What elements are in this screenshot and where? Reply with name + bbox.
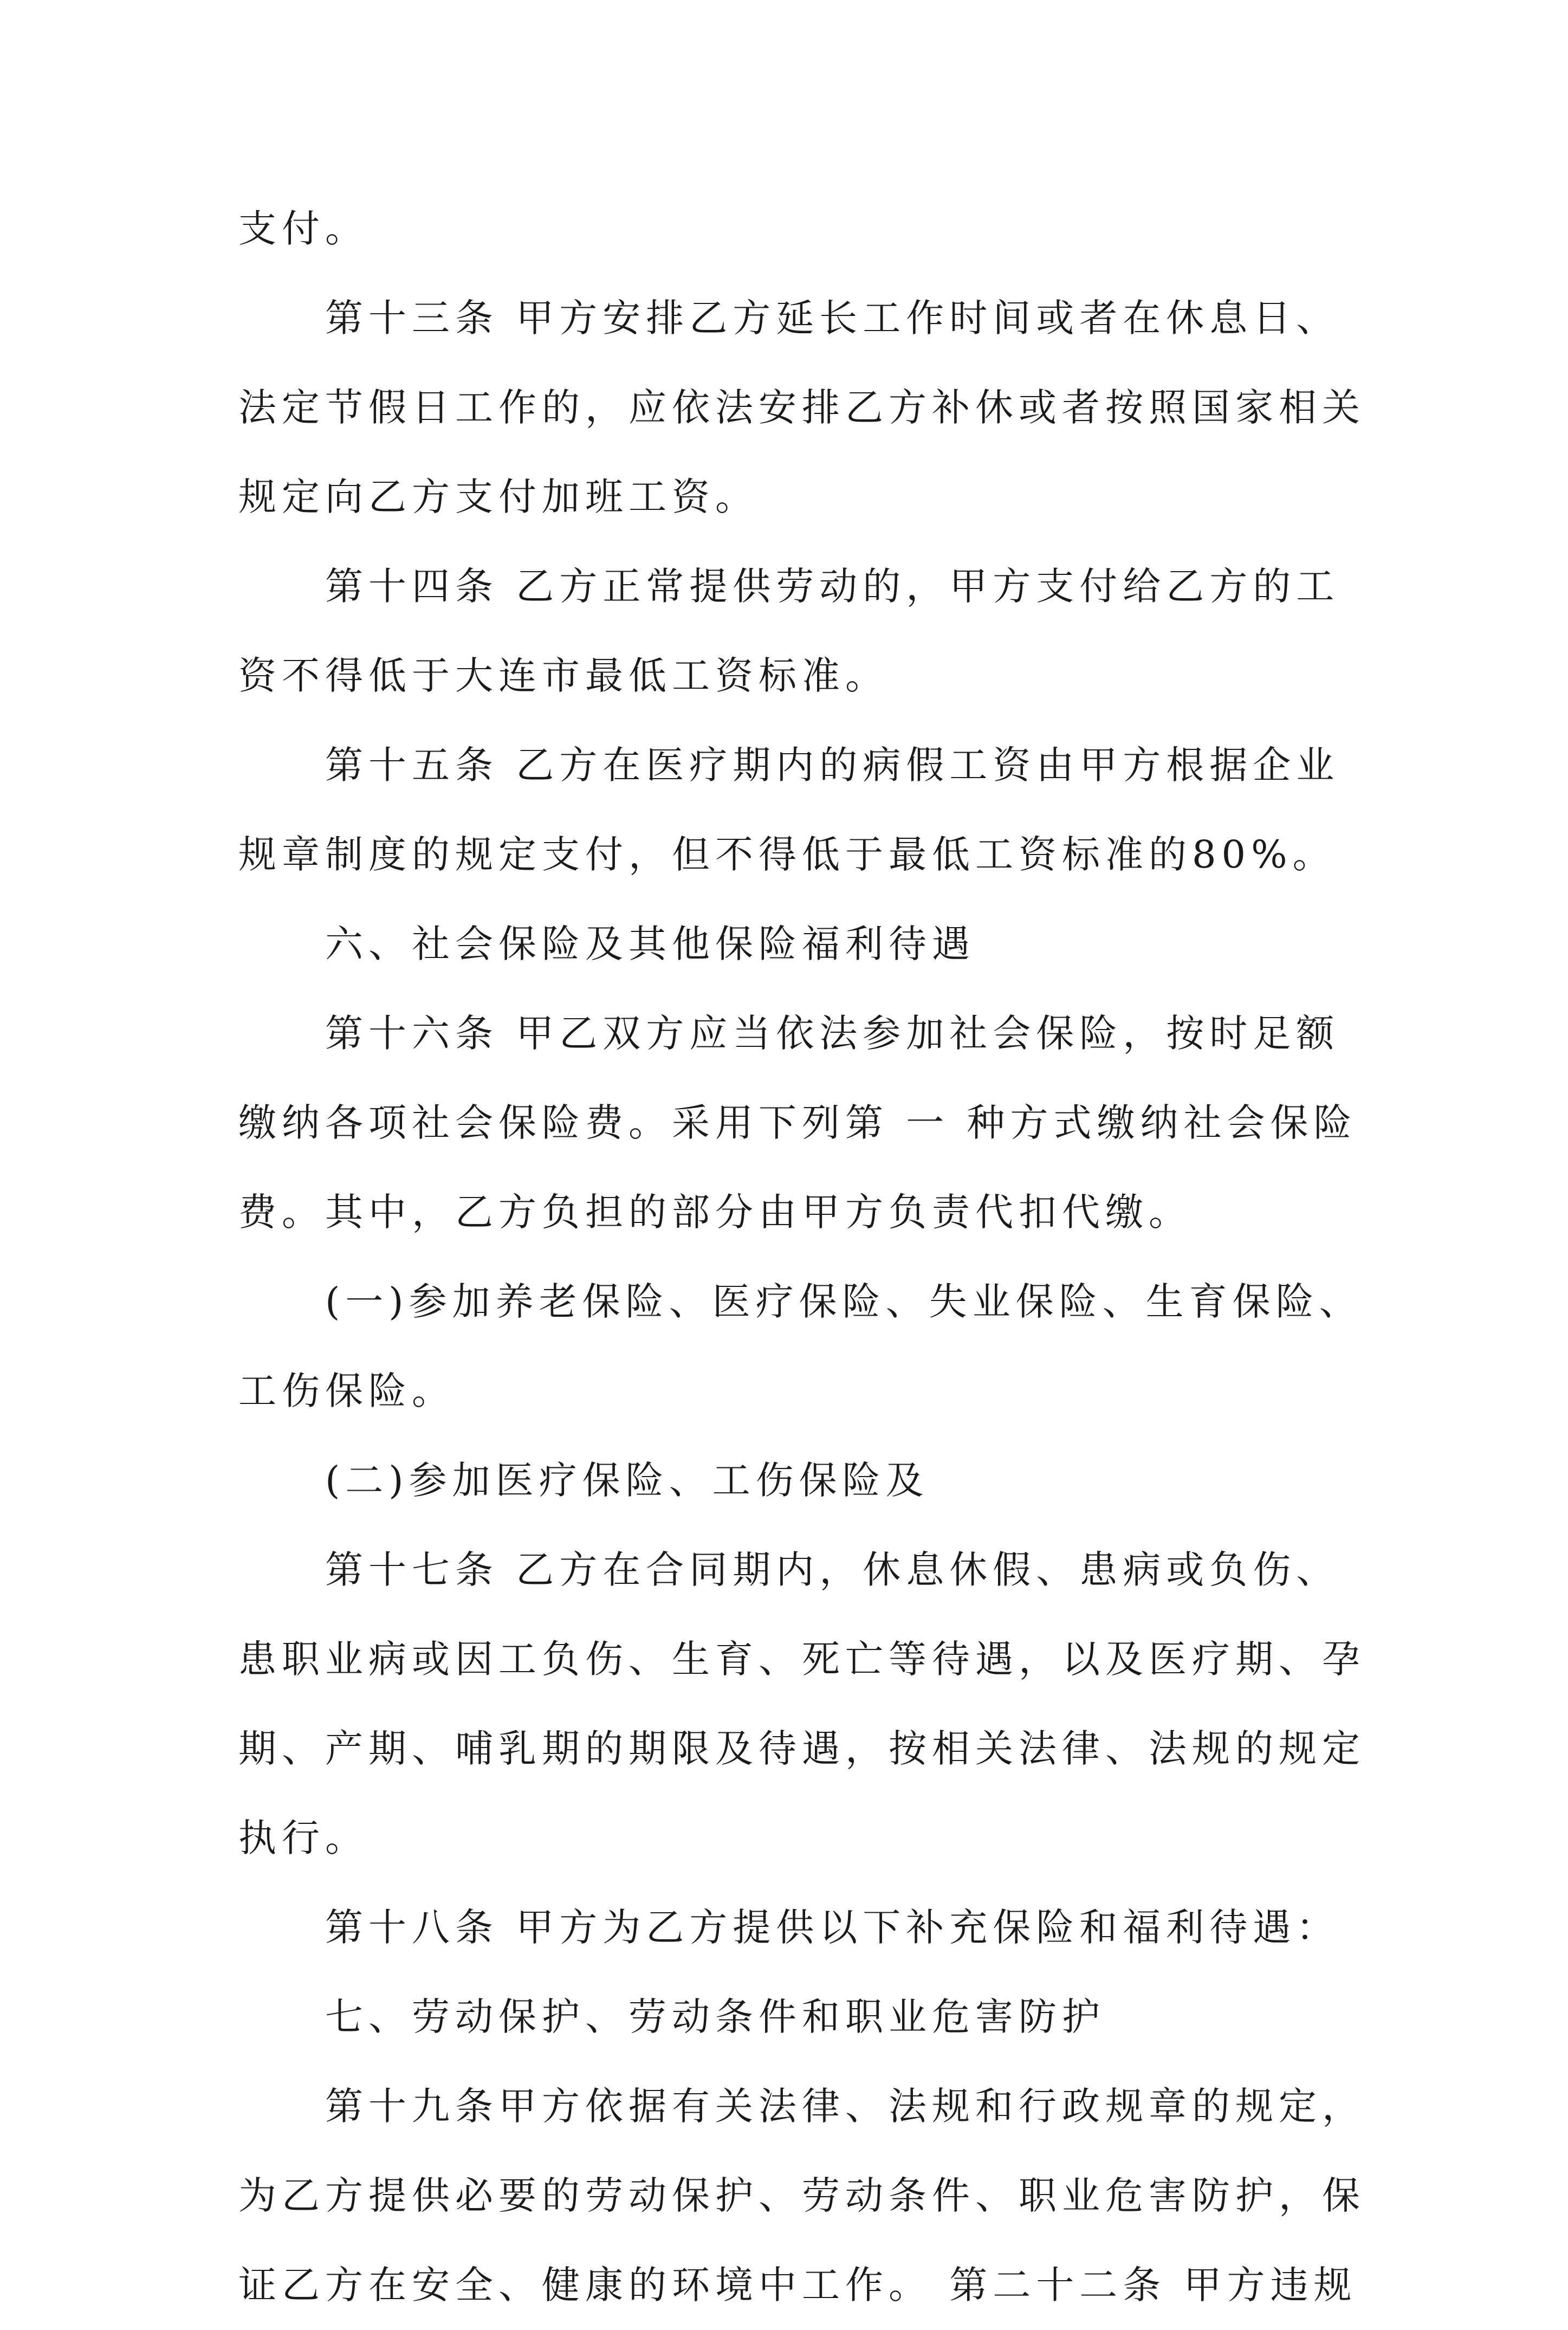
section-heading: 六、社会保险及其他保险福利待遇 (325, 922, 975, 966)
text-line: 工伤保险。 (238, 1369, 455, 1413)
text-line: 证乙方在安全、健康的环境中工作。 第二十二条 甲方违规 (238, 2263, 1357, 2307)
text-line: 患职业病或因工负伤、生育、死亡等待遇，以及医疗期、孕 (238, 1637, 1365, 1681)
text-line: 第十七条 乙方在合同期内，休息休假、患病或负伤、 (325, 1548, 1340, 1592)
text-line: 缴纳各项社会保险费。采用下列第 一 种方式缴纳社会保险 (238, 1101, 1357, 1145)
text-line: 为乙方提供必要的劳动保护、劳动条件、职业危害防护，保 (238, 2173, 1365, 2218)
text-line: (一)参加养老保险、医疗保险、失业保险、生育保险、 (325, 1279, 1363, 1324)
text-line: 第十六条 甲乙双方应当依法参加社会保险，按时足额 (325, 1011, 1340, 1056)
document-body (238, 184, 1365, 2330)
text-line: 第十五条 乙方在医疗期内的病假工资由甲方根据企业 (325, 743, 1340, 787)
text-line: 规定向乙方支付加班工资。 (238, 475, 759, 519)
section-heading: 七、劳动保护、劳动条件和职业危害防护 (325, 1995, 1105, 2039)
text-line: 资不得低于大连市最低工资标准。 (238, 653, 889, 698)
text-line: 执行。 (238, 1816, 368, 1860)
text-line: 法定节假日工作的，应依法安排乙方补休或者按照国家相关 (238, 385, 1365, 430)
text-line: 支付。 (238, 206, 368, 251)
text-line: 第十三条 甲方安排乙方延长工作时间或者在休息日、 (325, 296, 1340, 340)
text-line: 第十八条 甲方为乙方提供以下补充保险和福利待遇： (325, 1905, 1340, 1950)
text-line: 第十四条 乙方正常提供劳动的，甲方支付给乙方的工 (325, 564, 1340, 609)
text-line: 期、产期、哺乳期的期限及待遇，按相关法律、法规的规定 (238, 1726, 1365, 1771)
text-line: 第十九条甲方依据有关法律、法规和行政规章的规定， (325, 2084, 1365, 2128)
text-line: 费。其中，乙方负担的部分由甲方负责代扣代缴。 (238, 1190, 1192, 1234)
text-line: (二)参加医疗保险、工伤保险及 (325, 1458, 929, 1503)
text-line: 规章制度的规定支付，但不得低于最低工资标准的80%。 (238, 832, 1336, 877)
